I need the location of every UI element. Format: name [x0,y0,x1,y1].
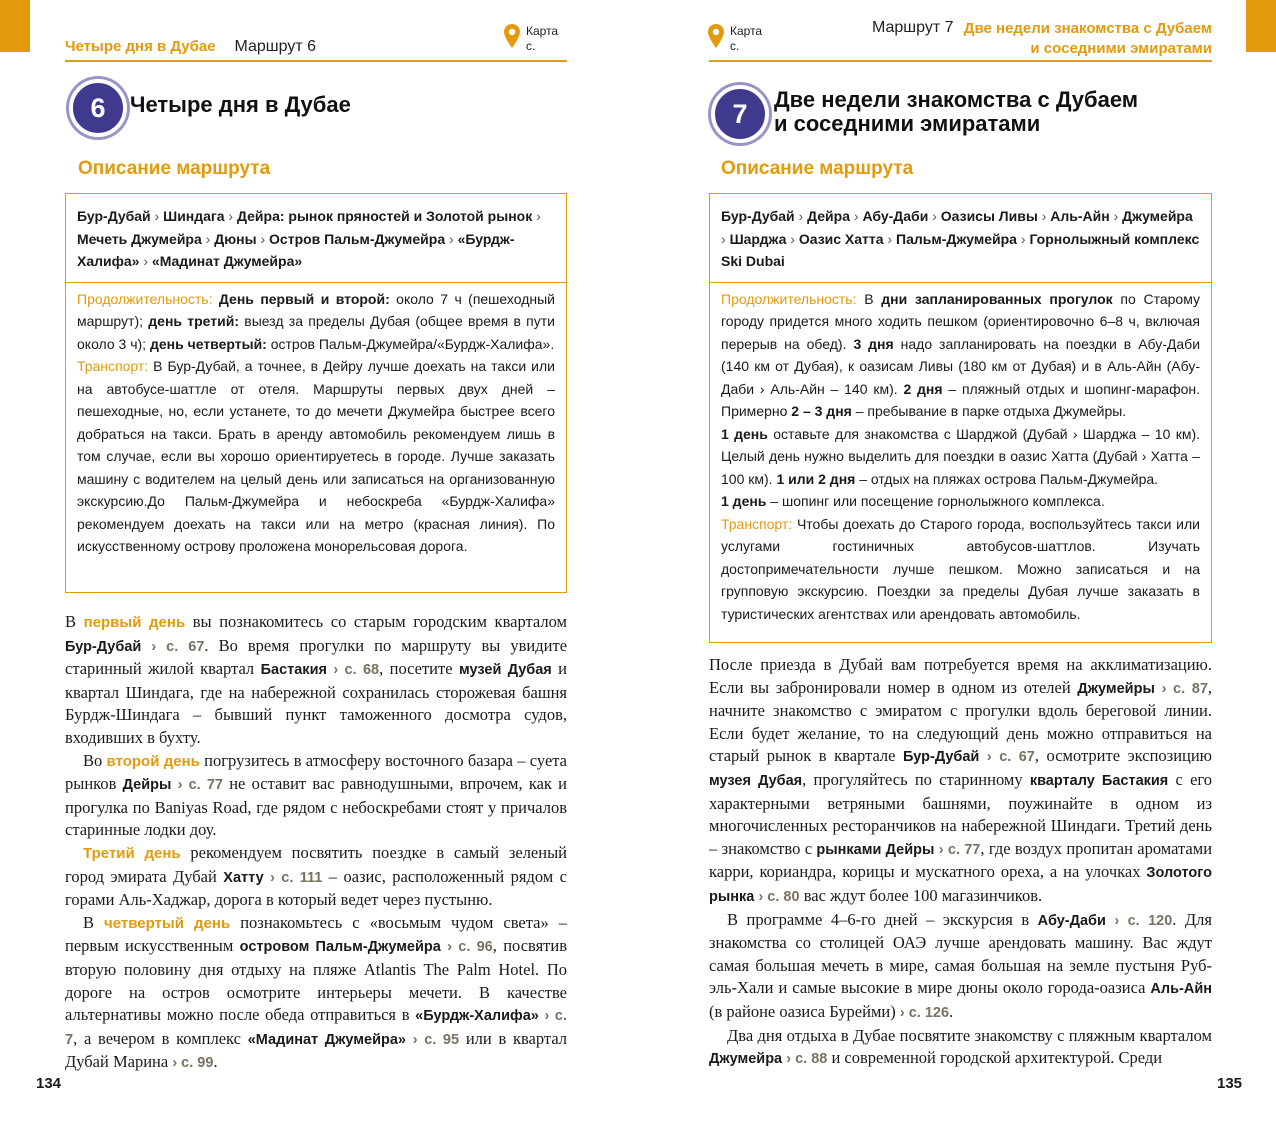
header-chapter: Две недели знакомства с Дубаем [963,20,1212,37]
page-ref-link[interactable]: › с. 67 [151,638,205,655]
page-ref-link[interactable]: › с. 95 [412,1031,460,1048]
separator-chevron-icon: › [224,208,237,224]
transport-label: Транспорт: [721,515,793,532]
header-route: Маршрут 6 [234,38,317,55]
header-rule [709,60,1212,62]
separator-chevron-icon: › [256,230,270,247]
page-number: 135 [1217,1075,1243,1092]
header-route: Маршрут 7 [872,19,954,36]
route-stop: «Мадинат Джумейра» [151,253,303,269]
route-stop: Джумейра [1122,208,1193,224]
paragraph: После приезда в Дубай вам потребуется время на акклиматизацию. Если вы забронировали номер в одном из отелей Джумейры › с. 87, начните знакомство с эмиратом с прогулки вдоль береговой линии. Если будет желание, то на следующий день можно отправиться на старый рынок в квартале Бур-Дубай › с. 67, осмотрите экспозицию музея Дубая, прогуляйтесь по старинному кварталу Бастакия с его характерными ветряными башнями, поужинайте в одном из многочисленных ресторанчиков на набережной Шиндаги. Третий день – знакомство с рынками Дейры › с. 77, где воздух пропитан ароматами карри, кориандра, корицы и мускатного ореха, а на улочках Золотого рынка › с. 80 вас ждут более 100 магазинчиков. [709,655,1213,905]
place-name: «Мадинат Джумейра» [247,1031,406,1048]
paragraph: В первый день вы познакомитесь со старым городским кварталом Бур-Дубай › с. 67. Во время прогулки по маршруту вы увидите старинный жилой квартал Бастакия › с. 68, посетите музей Дубая и квартал Шиндага, где на набережной сохранилась сторожевая башня Бурдж-Шиндага – бывший пункт таможенного досмотра судов, входивших в бухту. [65,612,568,747]
place-name: Бур-Дубай [903,749,980,766]
page-number: 134 [36,1075,62,1092]
body-text [65,611,567,1075]
page-ref-link[interactable]: › с. 96 [447,939,493,956]
place-name: музей Дубая [458,662,552,679]
duration-text: выезд за пределы Дубая (общее время в пути около 3 ч); [77,313,555,352]
route-number-badge: 7 [711,85,769,143]
route-info-box [65,193,567,593]
transport-text: Чтобы доехать до Старого города, воспользуйтесь такси или услугами гостиничных автобусов-шаттлов. Изучать достопримечательности лучше пешком. Можно записаться и на групповую экскурсию. Поездки за пределы Дубая лучше заказать в туристических агентствах или арендовать автомобиль. [721,515,1200,622]
route-stop: Пальм-Джумейра [896,230,1017,247]
place-name: Дейры [122,777,172,794]
page-ref-link[interactable]: › с. 77 [177,777,223,794]
page-ref-link[interactable]: › с. 7 [65,1008,568,1048]
map-page: с. [526,39,536,53]
place-name: Абу-Даби [1037,912,1106,929]
page-ref-link[interactable]: › с. 88 [786,1051,828,1068]
page-ref-link[interactable]: › с. 67 [986,749,1035,766]
place-name: Джумейры [1077,680,1155,697]
separator-chevron-icon: › [532,208,541,224]
route-info-box [709,193,1212,643]
map-label: Карта [730,24,763,38]
place-name: кварталу Бастакия [1029,772,1169,789]
highlight-day: четвертый день [104,914,231,932]
place-name: музея Дубая [709,772,803,789]
header-chapter: Четыре дня в Дубае [65,38,216,55]
route-stop: Мечеть Джумейра [77,230,202,247]
route-stop: Шиндага [163,208,225,224]
place-name: островом Пальм-Джумейра [239,939,441,956]
route-details: Продолжительность: В дни запланированных прогулок по Старому городу придется много ходить пешком (ориентировочно 6–8 ч, включая перерыв на обед). 3 дня надо запланировать на поездки в Абу-Даби (140 км от Дубая), к оазисам Ливы (180 км от Дубая) и в Аль-Айн (Абу-Даби › Аль-Айн – 140 км). 2 дня – пляжный отдых и шопинг-марафон. Примерно 2 – 3 дня – пребывание в парке отдыха Джумейры. 1 день оставьте для знакомства с Шарджой (Дубай › Шарджа – 10 км). Целый день нужно выделить для поездки в оазис Хатта (Дубай › Хатта – 100 км). 1 или 2 дня – отдых на пляжах острова Пальм-Джумейра. 1 день – шопинг или посещение горнолыжного комплекса. Транспорт: Чтобы доехать до Старого города, воспользуйтесь такси или услугами гостиничных автобусов-шаттлов. Изучать достопримечательности лучше пешком. Можно записаться и на групповую экскурсию. Поездки за пределы Дубая лучше заказать в туристических агентствах или арендовать автомобиль. [721,290,1201,622]
place-name: рынками Дейры [816,841,935,858]
separator-chevron-icon: › [850,208,863,224]
place-name: Бур-Дубай [65,638,142,655]
place-name: Хатту [223,869,264,886]
place-name: Бастакия [260,662,327,679]
route-title: Две недели знакомства с Дубаем и соседними эмиратами [774,87,1139,136]
duration-text: около 7 ч (пешеходный маршрут); [77,290,556,329]
route-stop: Оазис Хатта [798,230,884,247]
page-ref-link[interactable]: › с. 111 [270,869,323,886]
page-ref-link[interactable]: › с. 80 [758,888,800,905]
separator-chevron-icon: › [1109,208,1123,224]
route-stop: Остров Пальм-Джумейра [269,230,446,247]
transport-label: Транспорт: [77,358,149,374]
separator-chevron-icon: › [150,208,164,224]
separator-chevron-icon: › [928,208,941,224]
separator-chevron-icon: › [786,230,799,247]
separator-chevron-icon: › [1037,208,1051,224]
paragraph: Два дня отдыха в Дубае посвятите знакомству с пляжным кварталом Джумейра › с. 88 и современной городской архитектурой. Среди [709,1025,1212,1068]
separator-chevron-icon: › [201,230,215,247]
paragraph: В четвертый день познакомьтесь с «восьмым чудом света» – первым искусственным островом Пальм-Джумейра › с. 96, посвятив вторую половину дня отдыху на пляже Atlantis The Palm Hotel. По дороге на остров осмотрите интерьеры мечети. В качестве альтернативы можно после обеда отправиться в «Бурдж-Халифа» › с. 7, а вечером в комплекс «Мадинат Джумейра» › с. 95 или в квартал Дубай Марина › с. 99. [65,912,568,1072]
duration-text: остров Пальм-Джумейра/«Бурдж-Халифа». [266,335,555,352]
right-page [638,0,1276,1123]
body-text [709,654,1212,1071]
map-pin-icon [708,24,724,48]
route-stop: Аль-Айн [1050,208,1110,224]
route-stop: «Бурдж-Халифа» [77,230,515,269]
map-page: с. [730,39,740,53]
separator-chevron-icon: › [445,230,458,247]
duration-day4: день четвертый: [149,335,267,352]
duration-label: Продолжительность: [77,290,213,307]
route-stop: Дюны [214,230,257,247]
transport-text: В Бур-Дубай, а точнее, в Дейру лучше доехать на такси или на автобусе-шаттле от отеля. Маршруты первых двух дней – пешеходные, но, если устанете, то до мечети Джумейра быстрее всего добраться на такси. Брать в аренду автомобиль рекомендуем лишь в том случае, если вы хорошо ориентируетесь в городе. Лучше заказать машину с водителем на целый день или записаться на организованную экскурсию.До Пальм-Джумейра и небоскреба «Бурдж-Халифа» рекомендуем доехать на такси или на метро (красная линия). По искусственному острову проложена монорельсовая дорога. [77,358,555,554]
route-stops [66,194,566,283]
page-ref-link[interactable]: › с. 77 [938,841,981,858]
route-stop: Оазисы Ливы [940,208,1038,224]
route-stops [710,194,1211,283]
highlight-day: первый день [83,614,186,631]
route-stop: Горнолыжный комплекс Ski Dubai [721,230,1200,269]
route-stop: Бур-Дубай [77,208,151,224]
route-stop: Дейра: рынок пряностей и Золотой рынок [237,208,533,224]
map-ref[interactable] [504,24,558,54]
separator-chevron-icon: › [721,230,730,247]
place-name: Аль-Айн [1150,981,1212,998]
route-stop: Дейра [807,208,850,224]
paragraph: Третий день рекомендуем посвятить поездке в самый зеленый город эмирата Дубай Хатту › с. 111 – оазис, расположенный рядом с горами Аль-Хаджар, дорога в который ведет через пустыню. [65,842,568,910]
route-number-badge: 6 [69,79,127,137]
separator-chevron-icon: › [883,230,897,247]
header-chapter: и соседними эмиратами [1030,40,1212,57]
separator-chevron-icon: › [139,253,152,269]
page-ref-link[interactable]: › с. 87 [1161,680,1208,697]
chapter-tab [0,0,30,52]
route-details [66,283,566,564]
place-name: Джумейра [709,1051,783,1068]
duration-day1-2: День первый и второй: [218,290,390,307]
highlight-day: второй день [106,752,200,770]
page-ref-link[interactable]: › с. 120 [1114,912,1173,929]
page-ref-link[interactable]: › с. 99 [172,1055,214,1072]
route-stop: Бур-Дубай [721,208,795,224]
running-header [65,38,316,80]
route-stop: Абу-Даби [862,208,929,224]
duration-day3: день третий: [148,313,240,329]
separator-chevron-icon: › [794,208,808,224]
highlight-day: Третий день [83,844,181,862]
section-title: Описание маршрута [721,158,914,179]
page-ref-link[interactable]: › с. 126 [899,1004,950,1021]
duration-label: Продолжительность: [721,290,857,307]
place-name: Золотого рынка [709,865,1212,905]
chapter-tab [1246,0,1276,52]
paragraph: Во второй день погрузитесь в атмосферу восточного базара – суета рынков Дейры › с. 77 не оставит вас равнодушными, впрочем, как и прогулка по Baniyas Road, где рядом с небоскребами стоят у причалов старинные лодки доу. [65,750,568,840]
paragraph: В программе 4–6-го дней – экскурсия в Абу-Даби › с. 120. Для знакомства со столицей ОАЭ лучше арендовать машину. Вас ждут самая большая мечеть в мире, самая большая на земле пустыня Руб-эль-Хали и самые высокие в мире дюны около города-оазиса Аль-Айн (в районе оазиса Бурейми) › с. 126. [709,909,1212,1021]
map-ref[interactable] [708,24,762,54]
page-ref-link[interactable]: › с. 68 [333,662,380,679]
header-rule [65,60,567,62]
separator-chevron-icon: › [1016,230,1030,247]
route-title: Четыре дня в Дубае [130,92,351,117]
section-title: Описание маршрута [78,158,271,179]
map-pin-icon [504,24,520,48]
running-header [964,19,1212,59]
place-name: «Бурдж-Халифа» [415,1008,539,1025]
route-stop: Шарджа [729,230,787,247]
map-label: Карта [526,24,559,38]
